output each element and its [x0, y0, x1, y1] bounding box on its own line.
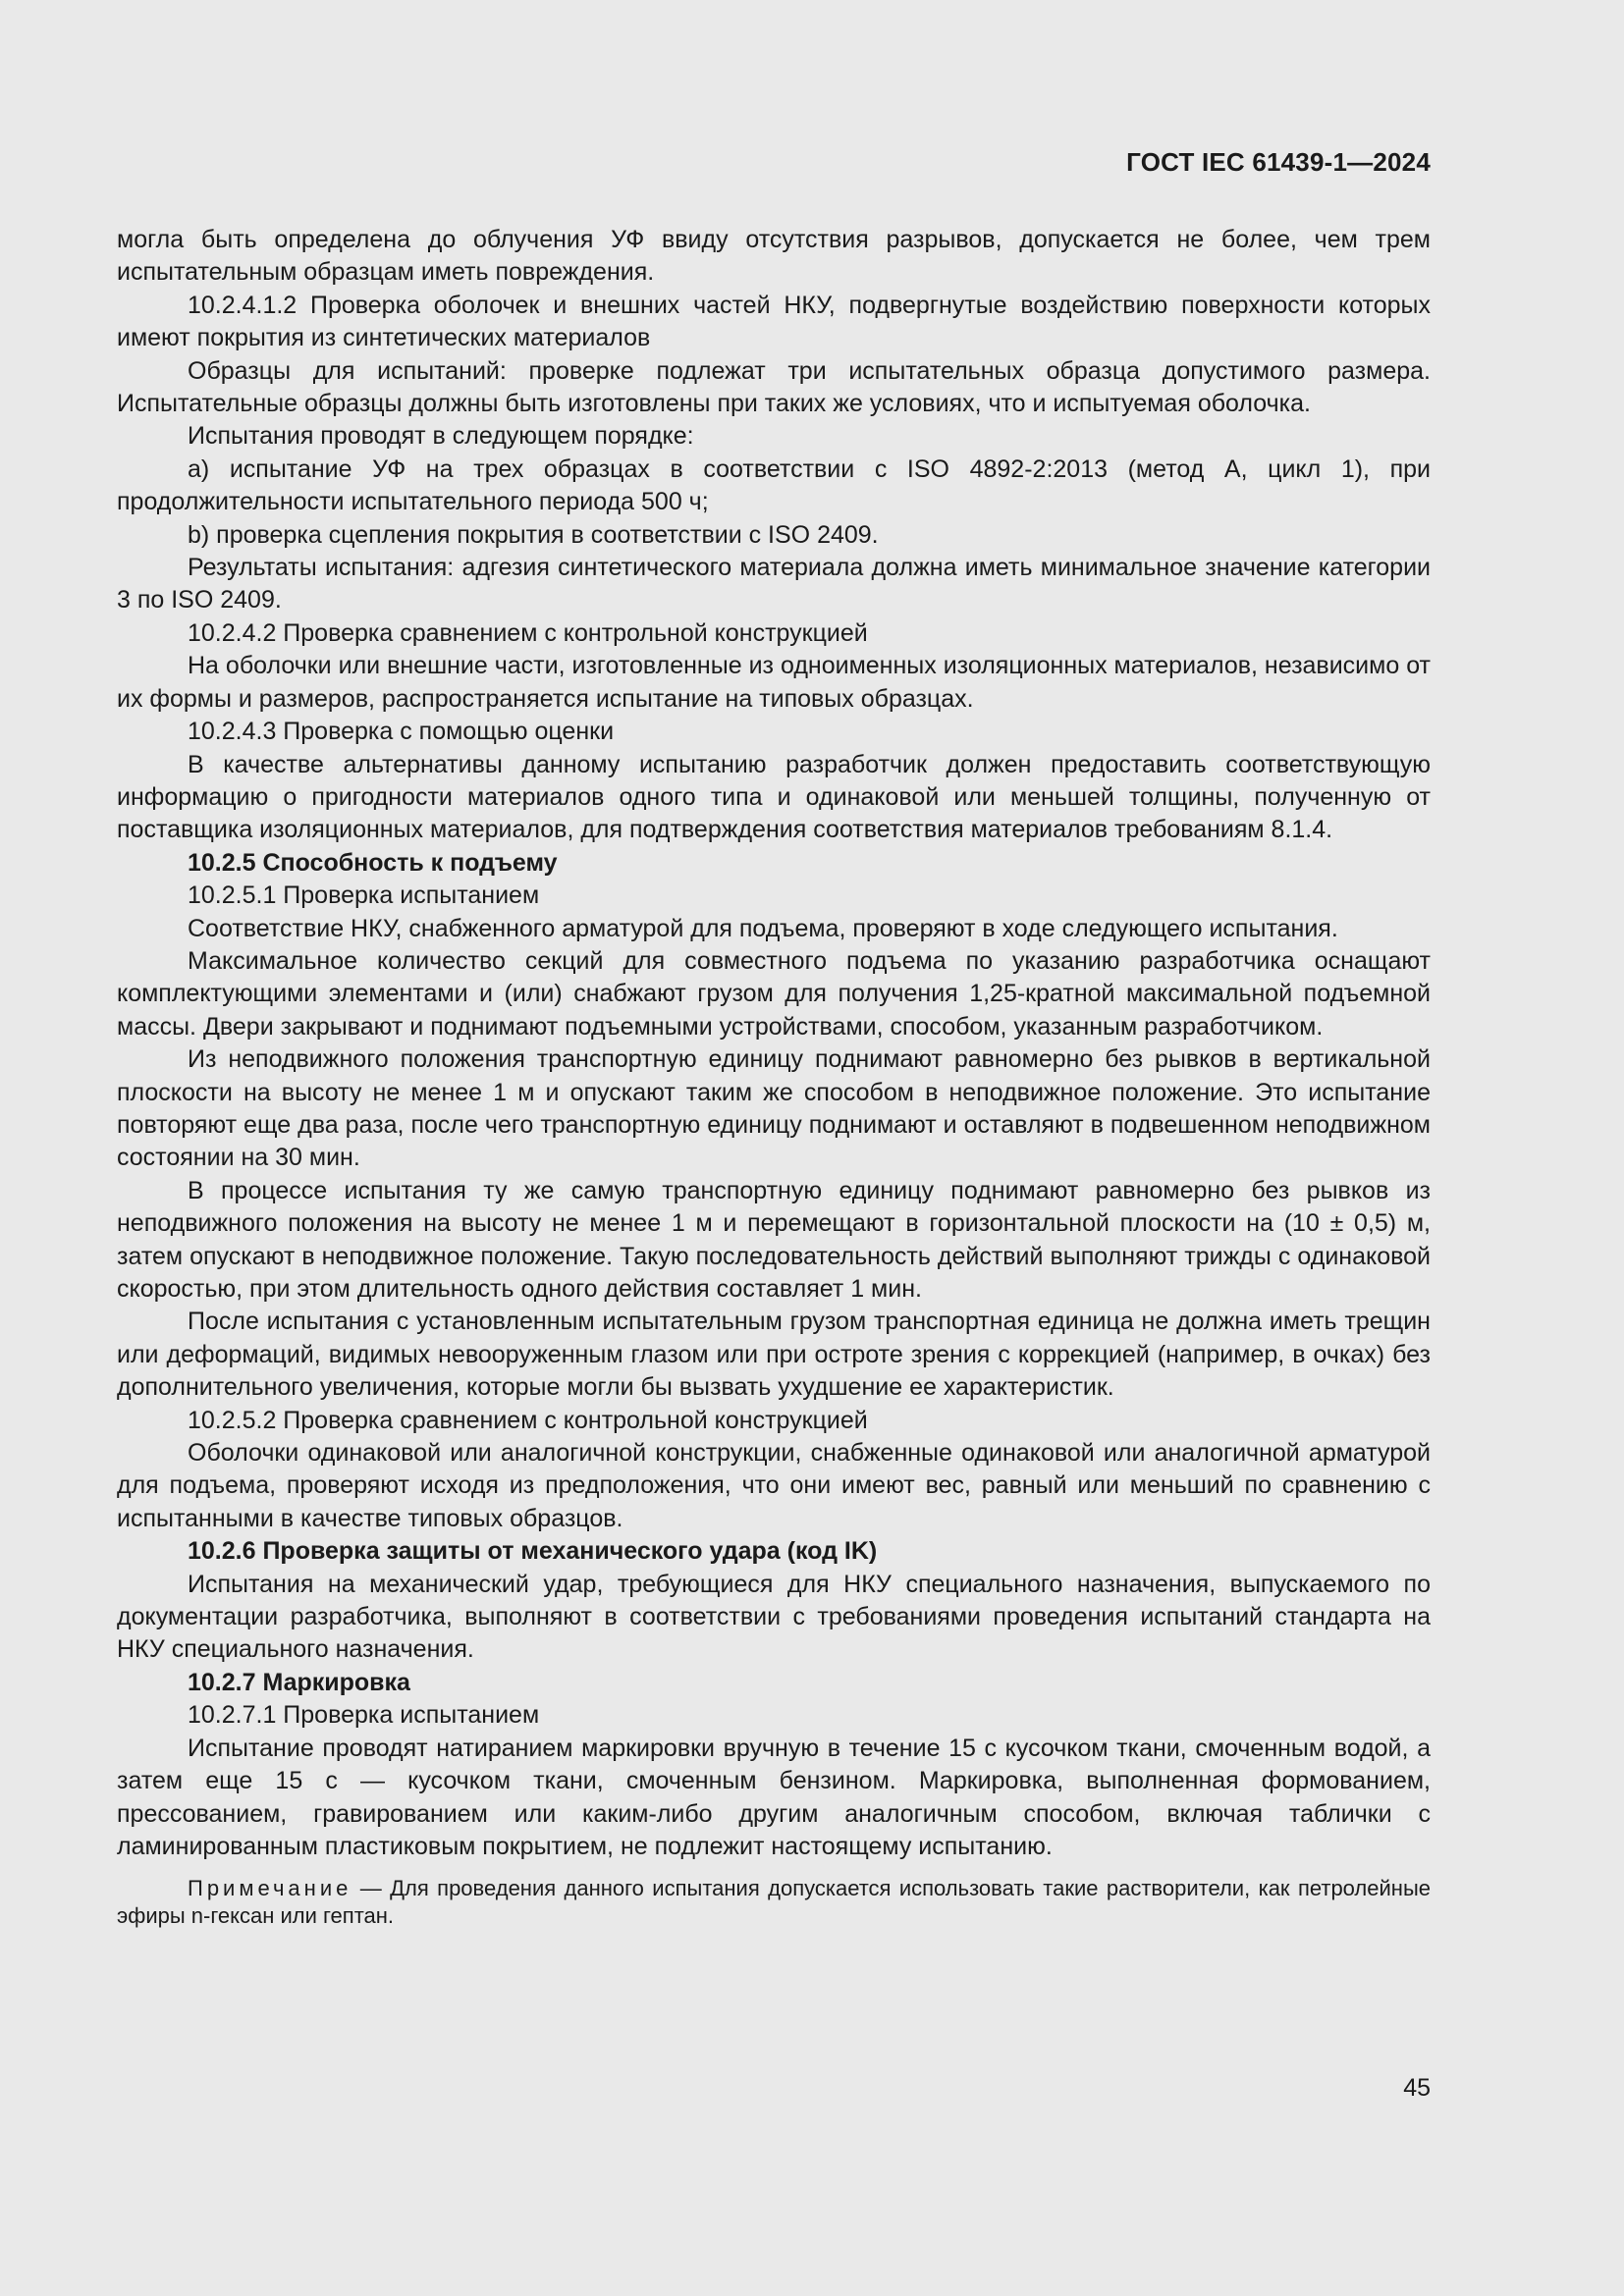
paragraph: Испытания на механический удар, требующиеся для НКУ специального назначения, выпускаемого по документации разработчика, выполняют в соответствии с требованиями проведения испытаний стандарта на НКУ специального назначения.	[117, 1570, 1431, 1664]
paragraph: Результаты испытания: адгезия синтетического материала должна иметь минимальное значение категории 3 по ISO 2409.	[117, 554, 1431, 614]
paragraph: На оболочки или внешние части, изготовленные из одноименных изоляционных материалов, независимо от их формы и размеров, распространяется испытание на типовых образцах.	[117, 652, 1431, 713]
section-heading: 10.2.5 Способность к подъему	[188, 848, 558, 877]
paragraph: Оболочки одинаковой или аналогичной конструкции, снабженные одинаковой или аналогичной арматурой для подъема, проверяют исходя из предположения, что они имеют вес, равный или меньший по сравнению с испытанными в качестве типовых образцов.	[117, 1439, 1431, 1532]
paragraph: могла быть определена до облучения УФ ввиду отсутствия разрывов, допускается не более, чем трем испытательным образцам иметь повреждения.	[117, 226, 1431, 287]
section-heading: 10.2.7 Маркировка	[188, 1668, 410, 1696]
note-text: — Для проведения данного испытания допускается использовать такие растворители, как петролейные эфиры n-гексан или гептан.	[117, 1876, 1431, 1929]
paragraph: b) проверка сцепления покрытия в соответствии с ISO 2409.	[188, 520, 879, 549]
paragraph: a) испытание УФ на трех образцах в соответствии с ISO 4892-2:2013 (метод А, цикл 1), при продолжительности испытательного периода 500 ч;	[117, 454, 1431, 516]
document-code-header: ГОСТ IEC 61439-1—2024	[1126, 147, 1431, 177]
paragraph: 10.2.4.1.2 Проверка оболочек и внешних частей НКУ, подвергнутые воздействию поверхности которых имеют покрытия из синтетических материалов	[117, 291, 1431, 352]
paragraph: 10.2.5.2 Проверка сравнением с контрольной конструкцией	[188, 1406, 868, 1434]
paragraph: В процессе испытания ту же самую транспортную единицу поднимают равномерно без рывков из неподвижного положения на высоту не менее 1 м и перемещают в горизонтальной плоскости на (10 ± 0,5) м, затем опускают в неподвижное положение. Такую последовательность действий выполняют трижды с одинаковой скоростью, при этом длительность одного действия составляет 1 мин.	[117, 1176, 1431, 1303]
note	[117, 1875, 1431, 1930]
paragraph: Испытание проводят натиранием маркировки вручную в течение 15 с кусочком ткани, смоченным водой, а затем еще 15 с — кусочком ткани, смоченным бензином. Маркировка, выполненная формованием, прессованием, гравированием или каким-либо другим аналогичным способом, включая таблички с ламинированным пластиковым покрытием, не подлежит настоящему испытанию.	[117, 1734, 1431, 1860]
paragraph: 10.2.5.1 Проверка испытанием	[188, 881, 540, 910]
paragraph: Соответствие НКУ, снабженного арматурой для подъема, проверяют в ходе следующего испытания.	[188, 914, 1338, 942]
note-label: Примечание	[188, 1876, 352, 1901]
paragraph: Максимальное количество секций для совместного подъема по указанию разработчика оснащают комплектующими элементами и (или) снабжают грузом для получения 1,25-кратной максимальной подъемной массы. Двери закрывают и поднимают подъемными устройствами, способом, указанным разработчиком.	[117, 946, 1431, 1041]
paragraph: 10.2.4.2 Проверка сравнением с контрольной конструкцией	[188, 618, 868, 647]
paragraph: В качестве альтернативы данному испытанию разработчик должен предоставить соответствующую информацию о пригодности материалов одного типа и одинаковой или меньшей толщины, полученную от поставщика изоляционных материалов, для подтверждения соответствия материалов требованиям 8.1.4.	[117, 750, 1431, 844]
page-number: 45	[1403, 2074, 1431, 2102]
paragraph: 10.2.4.3 Проверка с помощью оценки	[188, 718, 615, 746]
paragraph: 10.2.7.1 Проверка испытанием	[188, 1701, 540, 1730]
section-heading: 10.2.6 Проверка защиты от механического удара (код IK)	[188, 1537, 878, 1566]
paragraph: Образцы для испытаний: проверке подлежат три испытательных образца допустимого размера. Испытательные образцы должны быть изготовлены при таких же условиях, что и испытуемая оболочка.	[117, 356, 1431, 418]
document-body	[117, 224, 1431, 1930]
paragraph-list	[117, 224, 1431, 1863]
paragraph: Из неподвижного положения транспортную единицу поднимают равномерно без рывков в вертикальной плоскости на высоту не менее 1 м и опускают таким же способом в неподвижное положение. Это испытание повторяют еще два раза, после чего транспортную единицу поднимают и оставляют в подвешенном неподвижном состоянии на 30 мин.	[117, 1045, 1431, 1172]
paragraph: После испытания с установленным испытательным грузом транспортная единица не должна иметь трещин или деформаций, видимых невооруженным глазом или при остроте зрения с коррекцией (например, в очках) без дополнительного увеличения, которые могли бы вызвать ухудшение ее характеристик.	[117, 1308, 1431, 1402]
paragraph: Испытания проводят в следующем порядке:	[188, 422, 694, 451]
